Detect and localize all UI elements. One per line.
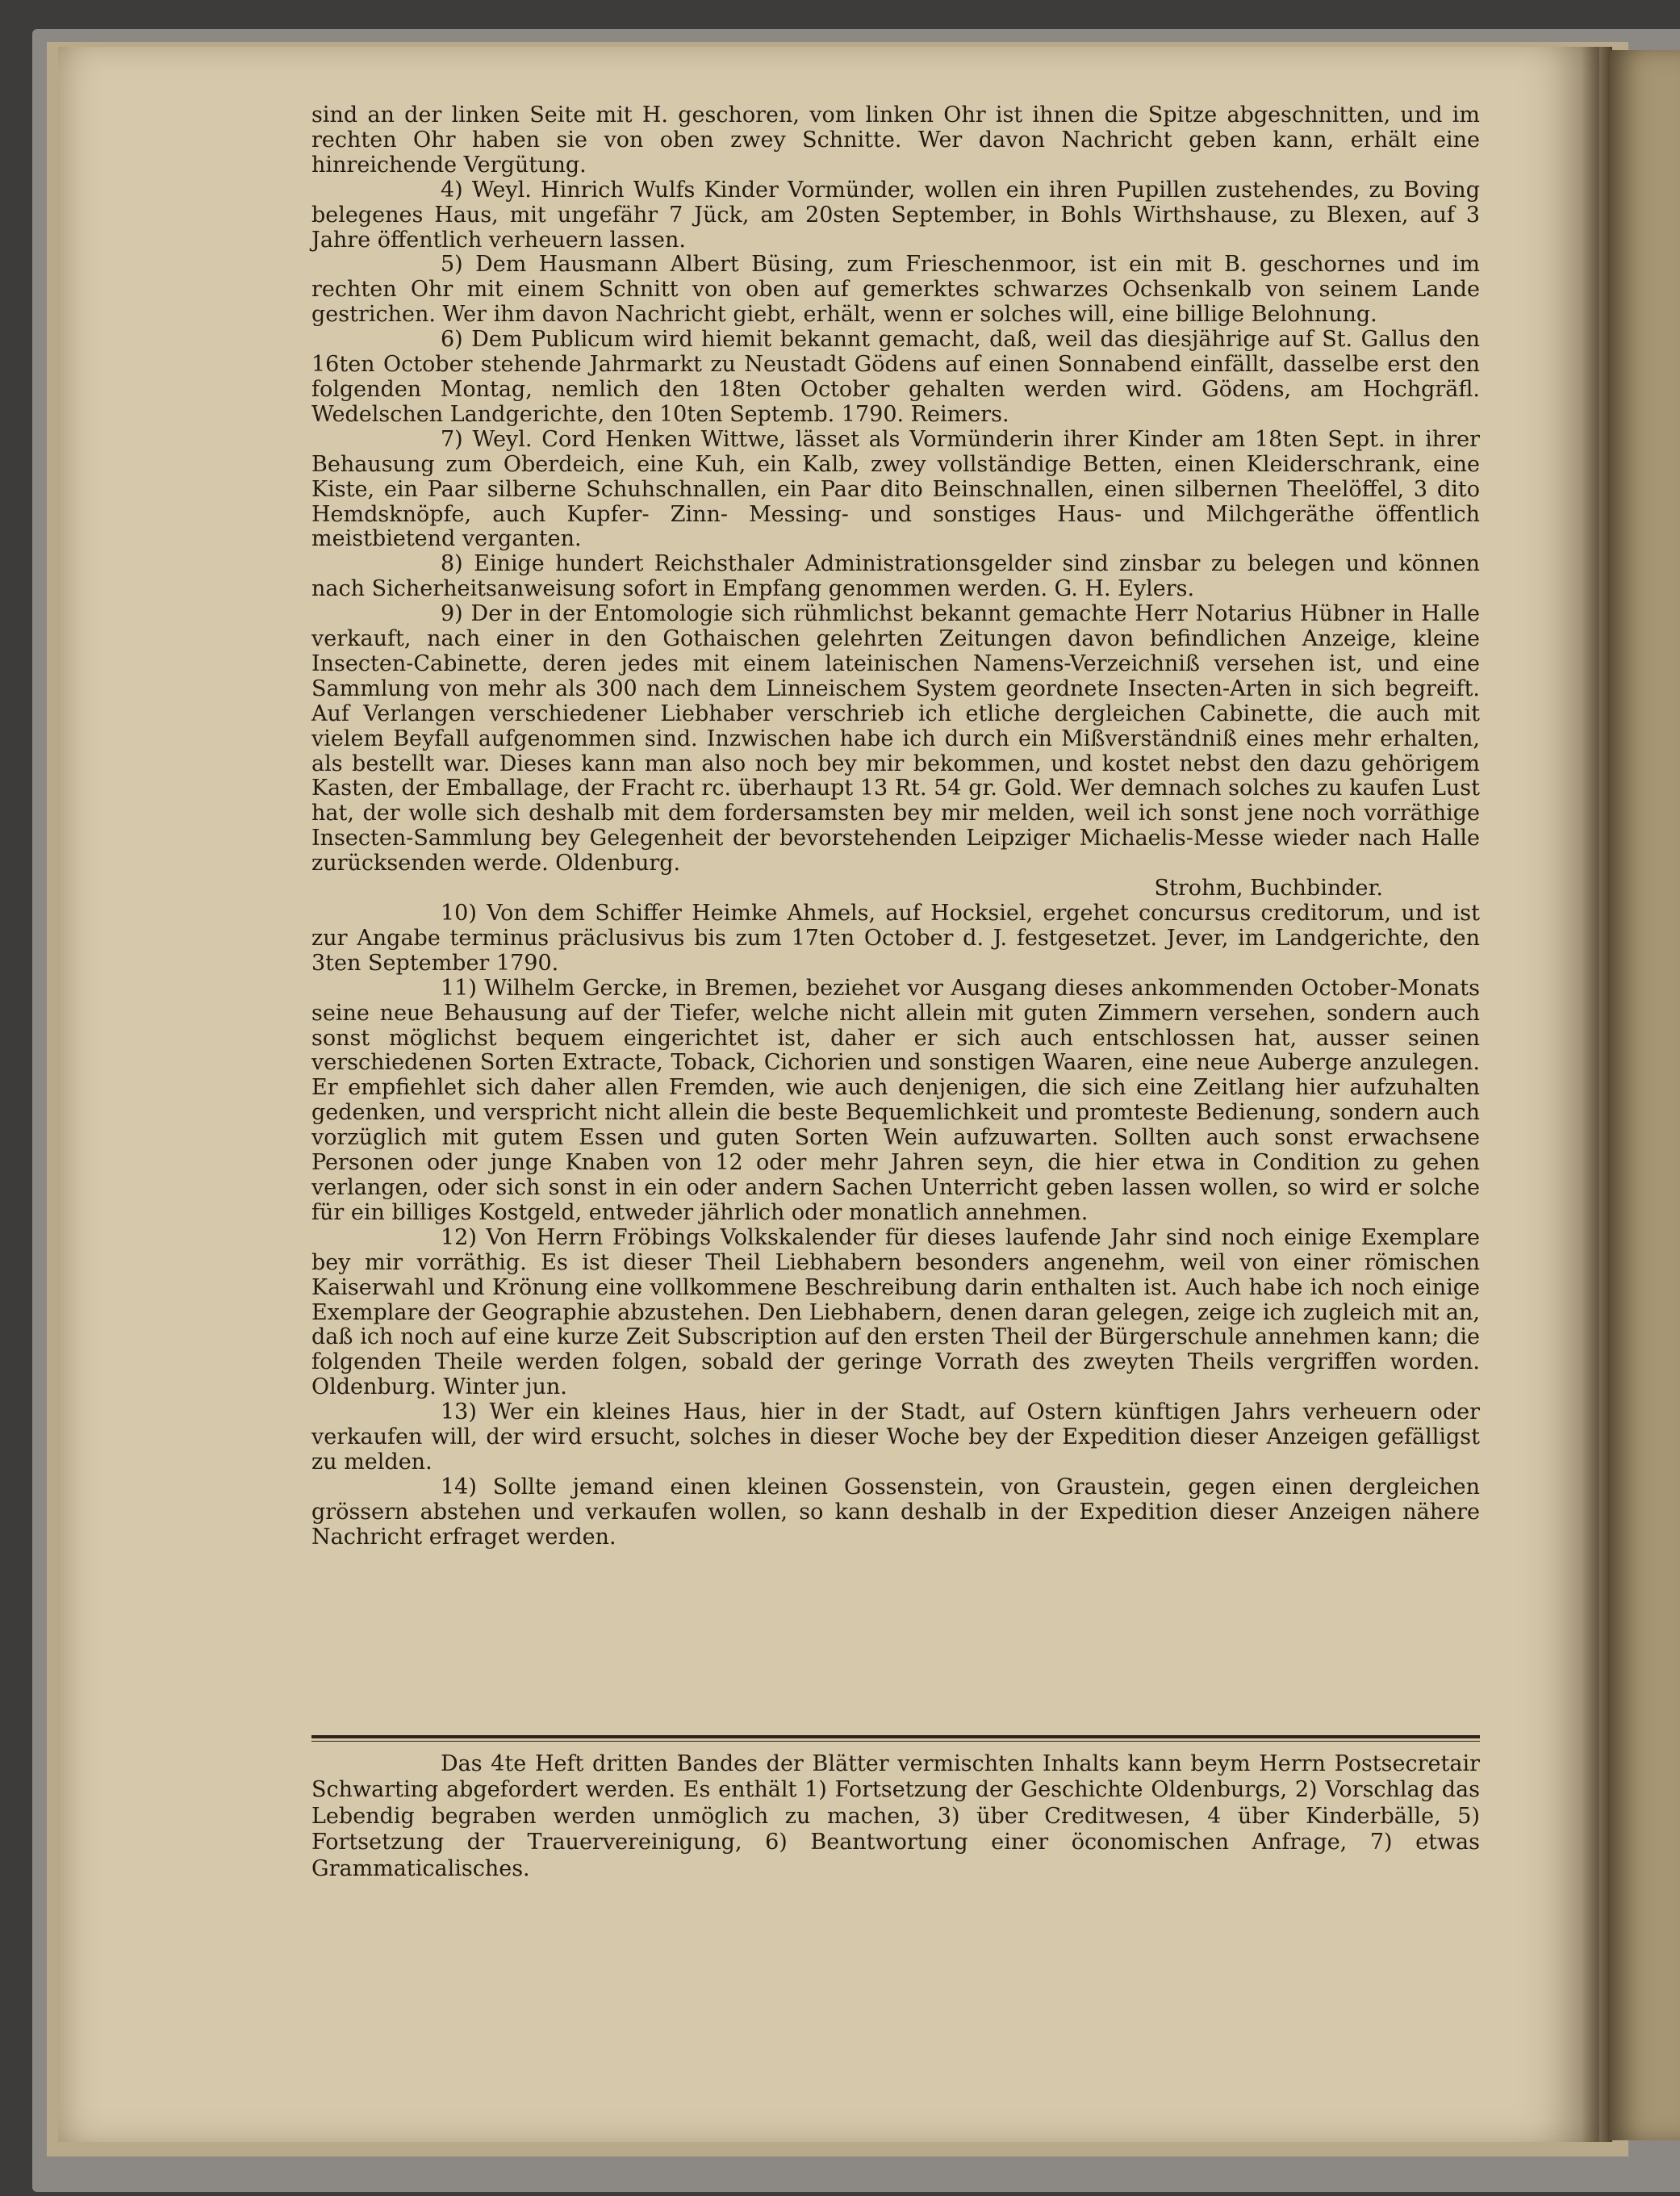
announcement-14: 14) Sollte jemand einen kleinen Gossenstein, von Graustein, gegen einen dergleichen grössern abstehen und verkaufen wollen, so kann deshalb in der Expedition dieser Anzeigen nähere Nachricht erfraget werden. [311, 1474, 1480, 1550]
announcement-8: 8) Einige hundert Reichsthaler Administrationsgelder sind zinsbar zu belegen und können nach Sicherheitsanweisung sofort in Empfang genommen werden. G. H. Eylers. [311, 551, 1480, 602]
announcement-5: 5) Dem Hausmann Albert Büsing, zum Frieschenmoor, ist ein mit B. geschornes und im rechten Ohr mit einem Schnitt von oben auf gemerktes schwarzes Ochsenkalb von seinem Lande gestrichen. Wer ihm davon Nachricht giebt, erhält, wenn er solches will, eine billige Belohnung. [311, 252, 1480, 328]
notice-block [311, 1751, 1480, 1882]
paragraph-continued: sind an der linken Seite mit H. geschoren, vom linken Ohr ist ihnen die Spitze abgeschnitten, und im rechten Ohr haben sie von oben zwey Schnitte. Wer davon Nachricht geben kann, erhält eine hinreichende Vergütung. [311, 102, 1480, 178]
announcement-7: 7) Weyl. Cord Henken Wittwe, lässet als Vormünderin ihrer Kinder am 18ten Sept. in ihrer Behausung zum Oberdeich, eine Kuh, ein Kalb, zwey vollständige Betten, einen Kleiderschrank, eine Kiste, ein Paar silberne Schuhschnallen, ein Paar dito Beinschnallen, einen silbernen Theelöffel, 3 dito Hemdsknöpfe, auch Kupfer- Zinn- Messing- und sonstiges Haus- und Milchgeräthe öffentlich meistbietend verganten. [311, 426, 1480, 552]
separator-rule-thin [311, 1741, 1480, 1742]
announcement-13: 13) Wer ein kleines Haus, hier in der Stadt, auf Ostern künftigen Jahrs verheuern oder verkaufen will, der wird ersucht, solches in dieser Woche bey der Expedition dieser Anzeigen gefälligst zu melden. [311, 1399, 1480, 1474]
announcement-10: 10) Von dem Schiffer Heimke Ahmels, auf Hocksiel, ergehet concursus creditorum, und ist zur Angabe terminus präclusivus bis zum 17ten October d. J. festgesetzet. Jever, im Landgerichte, den 3ten September 1790. [311, 901, 1480, 976]
book-gutter [1582, 47, 1612, 2142]
announcement-12: 12) Von Herrn Fröbings Volkskalender für dieses laufende Jahr sind noch einige Exemplare bey mir vorräthig. Es ist dieser Theil Liebhabern besonders angenehm, weil von einer römischen Kaiserwahl und Krönung eine vollkommene Beschreibung darin enthalten ist. Auch habe ich noch einige Exemplare der Geographie abzustehen. Den Liebhabern, denen daran gelegen, zeige ich zugleich mit an, daß ich noch auf eine kurze Zeit Subscription auf den ersten Theil der Bürgerschule annehmen kann; die folgenden Theile werden folgen, sobald der geringe Vorrath des zweyten Theils vergriffen worden. Oldenburg. Winter jun. [311, 1224, 1480, 1400]
announcements-column [311, 103, 1480, 1550]
announcement-6: 6) Dem Publicum wird hiemit bekannt gemacht, daß, weil das diesjährige auf St. Gallus den 16ten October stehende Jahrmarkt zu Neustadt Gödens auf einen Sonnabend einfällt, dasselbe erst den folgenden Montag, nemlich den 18ten October gehalten werden wird. Gödens, am Hochgräfl. Wedelschen Landgerichte, den 10ten Septemb. 1790. Reimers. [311, 327, 1480, 427]
announcement-9-signature: Strohm, Buchbinder. [1154, 876, 1383, 901]
announcement-9: 9) Der in der Entomologie sich rühmlichst bekannt gemachte Herr Notarius Hübner in Halle verkauft, nach einer in den Gothaischen gelehrten Zeitungen davon befindlichen Anzeige, kleine Insecten-Cabinette, deren jedes mit einem lateinischen Namens-Verzeichniß versehen ist, und eine Sammlung von mehr als 300 nach dem Linneischem System geordnete Insecten-Arten in sich begreift. Auf Verlangen verschiedener Liebhaber verschrieb ich etliche dergleichen Cabinette, die auch mit vielem Beyfall aufgenommen sind. Inzwischen habe ich durch ein Mißverständniß eines mehr erhalten, als bestellt war. Dieses kann man also noch bey mir bekommen, und kostet nebst den dazu gehörigem Kasten, der Emballage, der Fracht rc. überhaupt 13 Rt. 54 gr. Gold. Wer demnach solches zu kaufen Lust hat, der wolle sich deshalb mit dem fordersamsten bey mir melden, weil ich sonst jene noch vorräthige Insecten-Sammlung bey Gelegenheit der bevorstehenden Leipziger Michaelis-Messe wieder nach Halle zurücksenden werde. Oldenburg. [311, 601, 1480, 876]
announcement-11: 11) Wilhelm Gercke, in Bremen, beziehet vor Ausgang dieses ankommenden October-Monats seine neue Behausung auf der Tiefer, welche nicht allein mit guten Zimmern versehen, sondern auch sonst möglichst bequem eingerichtet ist, daher er sich auch entschlossen hat, ausser seinen verschiedenen Sorten Extracte, Toback, Cichorien und sonstigen Waaren, eine neue Auberge anzulegen. Er empfiehlet sich daher allen Fremden, wie auch denjenigen, die sich eine Zeitlang hier aufzuhalten gedenken, und verspricht nicht allein die beste Bequemlichkeit und promteste Bedienung, sondern auch vorzüglich mit gutem Essen und guten Sorten Wein aufzuwarten. Sollten auch sonst erwachsene Personen oder junge Knaben von 12 oder mehr Jahren seyn, die hier etwa in Condition zu gehen verlangen, oder sich sonst in ein oder andern Sachen Unterricht geben lassen wollen, so wird er solche für ein billiges Kostgeld, entweder jährlich oder monatlich annehmen. [311, 975, 1480, 1225]
notice-text: Das 4te Heft dritten Bandes der Blätter vermischten Inhalts kann beym Herrn Postsecretair Schwarting abgefordert werden. Es enthält 1) Fortsetzung der Geschichte Oldenburgs, 2) Vorschlag das Lebendig begraben werden unmöglich zu machen, 3) über Creditwesen, 4 über Kinderbälle, 5) Fortsetzung der Trauervereinigung, 6) Beantwortung einer öconomischen Anfrage, 7) etwas Grammaticalisches. [311, 1751, 1480, 1881]
facing-page-edge [1610, 50, 1680, 2140]
announcement-4: 4) Weyl. Hinrich Wulfs Kinder Vormünder, wollen ein ihren Pupillen zustehendes, zu Boving belegenes Haus, mit ungefähr 7 Jück, am 20sten September, in Bohls Wirthshause, zu Blexen, auf 3 Jahre öffentlich verheuern lassen. [311, 177, 1480, 253]
separator-rule-thick [311, 1735, 1480, 1738]
